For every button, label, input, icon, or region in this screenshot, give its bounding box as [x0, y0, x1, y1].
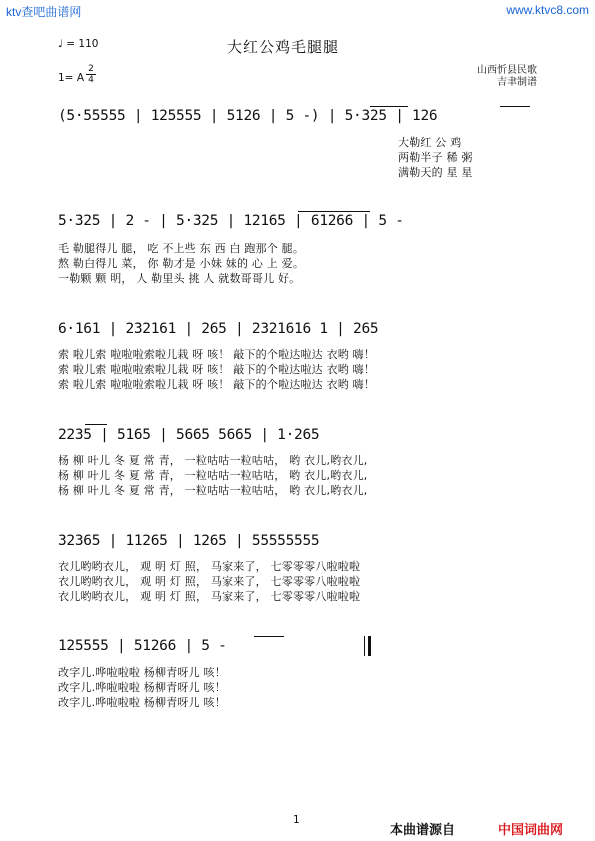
notation-line-3: 6·161 | 232161 | 265 | 2321616 1 | 265 [58, 321, 379, 337]
notation-line-5: 32365 | 11265 | 1265 | 55555555 [58, 533, 320, 549]
lyric-line: 毛 勒腿得儿 腿， 吃 不上些 东 西 白 跑那个 腿。 [58, 242, 305, 255]
slur-line [500, 106, 530, 107]
lyric-line: 满勒天的 星 星 [398, 166, 473, 179]
source-label: 本曲谱源自 [390, 823, 456, 838]
origin-label: 山西忻县民歌 [477, 65, 537, 76]
quarter-note-icon: ♩ [58, 38, 63, 50]
watermark-right: www.ktvc8.com [506, 3, 589, 17]
notation-line-4: 2235 | 5165 | 5665 5665 | 1·265 [58, 427, 320, 443]
watermark-left: ktv查吧曲谱网 [6, 5, 82, 19]
site-name: 中国词曲网 [498, 823, 564, 838]
notation-line-1: (5·55555 | 125555 | 5126 | 5 -) | 5·325 | 126 [58, 108, 438, 124]
lyric-line: 大勒红 公 鸡 [398, 136, 462, 149]
lyric-line: 索 啦儿索 啦啦啦索啦儿栽 呀 咳！ 敲下的个啦达啦达 衣哟 嗨！ [58, 378, 376, 391]
arranger-label: 吉聿制谱 [497, 77, 537, 88]
final-barline-thick [368, 636, 371, 656]
lyric-line: 一勒颗 颗 明， 人 勒里头 挑 人 就数哥哥儿 好。 [58, 272, 301, 285]
lyric-line: 索 啦儿索 啦啦啦索啦儿栽 呀 咳！ 敲下的个啦达啦达 衣哟 嗨！ [58, 348, 376, 361]
lyric-line: 改字儿.哗啦啦啦 杨柳青呀儿 咳！ [58, 681, 226, 694]
lyric-line: 杨 柳 叶儿 冬 夏 常 青， 一粒咕咕一粒咕咕， 哟 衣儿,哟衣儿, [58, 484, 368, 497]
slur-line [254, 636, 284, 637]
lyric-line: 索 啦儿索 啦啦啦索啦儿栽 呀 咳！ 敲下的个啦达啦达 衣哟 嗨！ [58, 363, 376, 376]
final-barline-thin [364, 636, 365, 656]
time-bottom: 4 [86, 74, 96, 85]
lyric-line: 衣儿哟哟衣儿， 观 明 灯 照， 马家来了， 七零零零八啦啦啦 [58, 560, 361, 573]
tempo-value: = 110 [66, 38, 99, 50]
song-title: 大红公鸡毛腿腿 [227, 38, 340, 56]
time-top: 2 [88, 64, 94, 74]
lyric-line: 改字儿.哗啦啦啦 杨柳青呀儿 咳！ [58, 666, 226, 679]
key-signature: 1= A [58, 72, 84, 84]
notation-line-6: 125555 | 51266 | 5 - [58, 638, 227, 654]
lyric-line: 杨 柳 叶儿 冬 夏 常 青， 一粒咕咕一粒咕咕， 哟 衣儿,哟衣儿, [58, 454, 368, 467]
lyric-line: 改字儿.哗啦啦啦 杨柳青呀儿 咳！ [58, 696, 226, 709]
page-number: 1 [293, 814, 300, 826]
time-signature [86, 64, 96, 85]
lyric-line: 衣儿哟哟衣儿， 观 明 灯 照， 马家来了， 七零零零八啦啦啦 [58, 575, 361, 588]
lyric-line: 杨 柳 叶儿 冬 夏 常 青， 一粒咕咕一粒咕咕， 哟 衣儿,哟衣儿, [58, 469, 368, 482]
lyric-line: 熬 勒白得儿 菜， 你 勒才是 小妹 妹的 心 上 爱。 [58, 257, 305, 270]
tempo-mark [58, 38, 98, 50]
lyric-line: 衣儿哟哟衣儿， 观 明 灯 照， 马家来了， 七零零零八啦啦啦 [58, 590, 361, 603]
slur-line [370, 106, 408, 107]
slur-line [85, 424, 107, 425]
notation-line-2: 5·325 | 2 - | 5·325 | 12165 | 61266 | 5 - [58, 213, 404, 229]
slur-line [298, 211, 370, 212]
lyric-line: 两勒半子 稀 粥 [398, 151, 473, 164]
